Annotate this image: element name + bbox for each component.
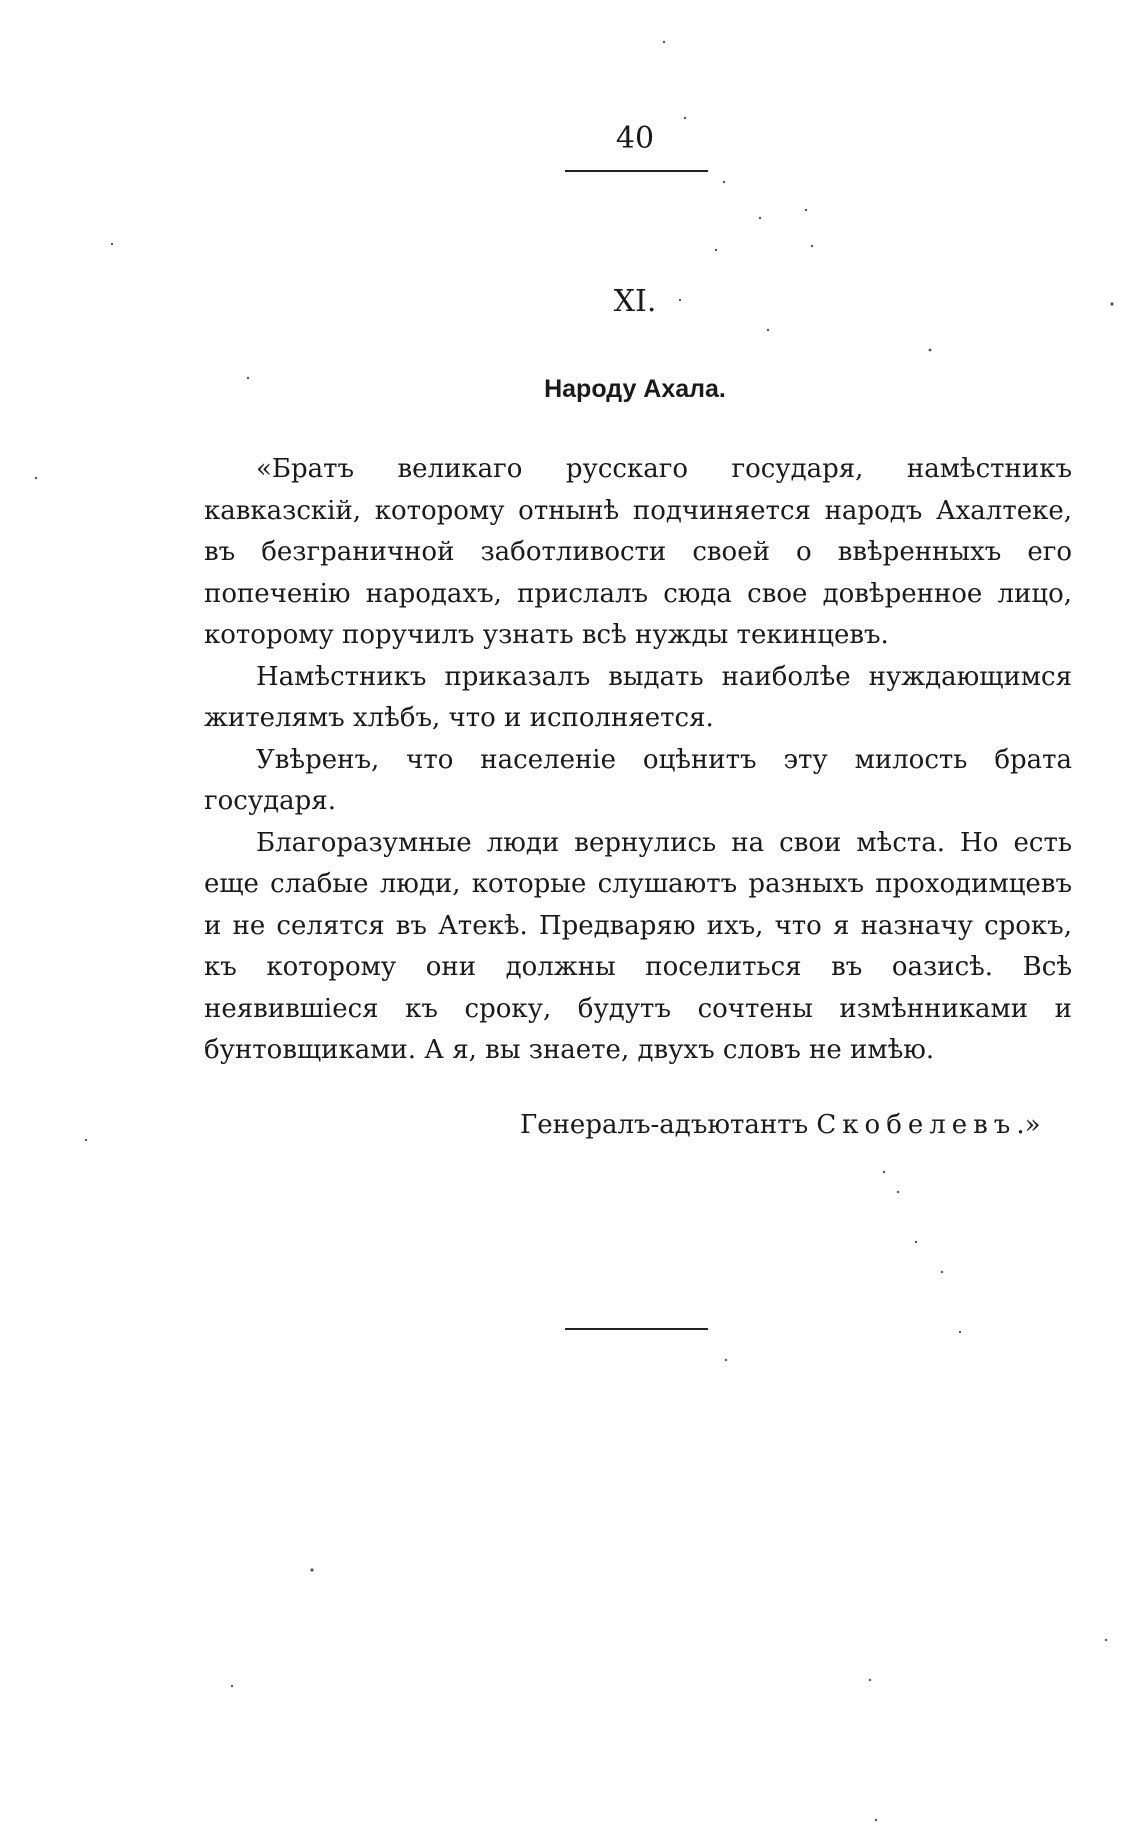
section-title: Народу Ахала. xyxy=(544,375,726,403)
signature-name: Скобелевъ xyxy=(816,1110,1017,1140)
paragraph-3: Увѣренъ, что населеніе оцѣнитъ эту милость брата государя. xyxy=(204,744,1072,816)
signature xyxy=(520,1108,1040,1142)
signature-title: Генералъ-адъютантъ xyxy=(520,1110,809,1140)
paragraph-2: Намѣстникъ приказалъ выдать наиболѣе нуждающимся жителямъ хлѣбъ, что и исполняется. xyxy=(204,661,1072,733)
paragraph-4: Благоразумные люди вернулись на свои мѣста. Но есть еще слабые люди, которые слушаютъ разныхъ проходимцевъ и не селятся въ Атекѣ. Предваряю ихъ, что я назначу срокъ, къ которому они должны поселиться въ оазисѣ. Всѣ неявившіеся къ сроку, будутъ сочтены измѣнниками и бунтовщиками. А я, вы знаете, двухъ словъ не имѣю. xyxy=(204,827,1072,1065)
signature-closing: .» xyxy=(1016,1110,1041,1140)
header-rule xyxy=(565,170,708,172)
section-number: XI. xyxy=(613,284,657,319)
paragraph-1: «Братъ великаго русскаго государя, намѣстникъ кавказскій, которому отнынѣ подчиняется народъ Ахалтеке, въ безграничной заботливости своей о ввѣренныхъ его попеченію народахъ, прислалъ сюда свое довѣренное лицо, которому поручилъ узнать всѣ нужды текинцевъ. xyxy=(204,454,1072,650)
page-number: 40 xyxy=(615,121,655,156)
proclamation-text xyxy=(204,449,1072,1072)
footer-rule xyxy=(565,1328,708,1330)
